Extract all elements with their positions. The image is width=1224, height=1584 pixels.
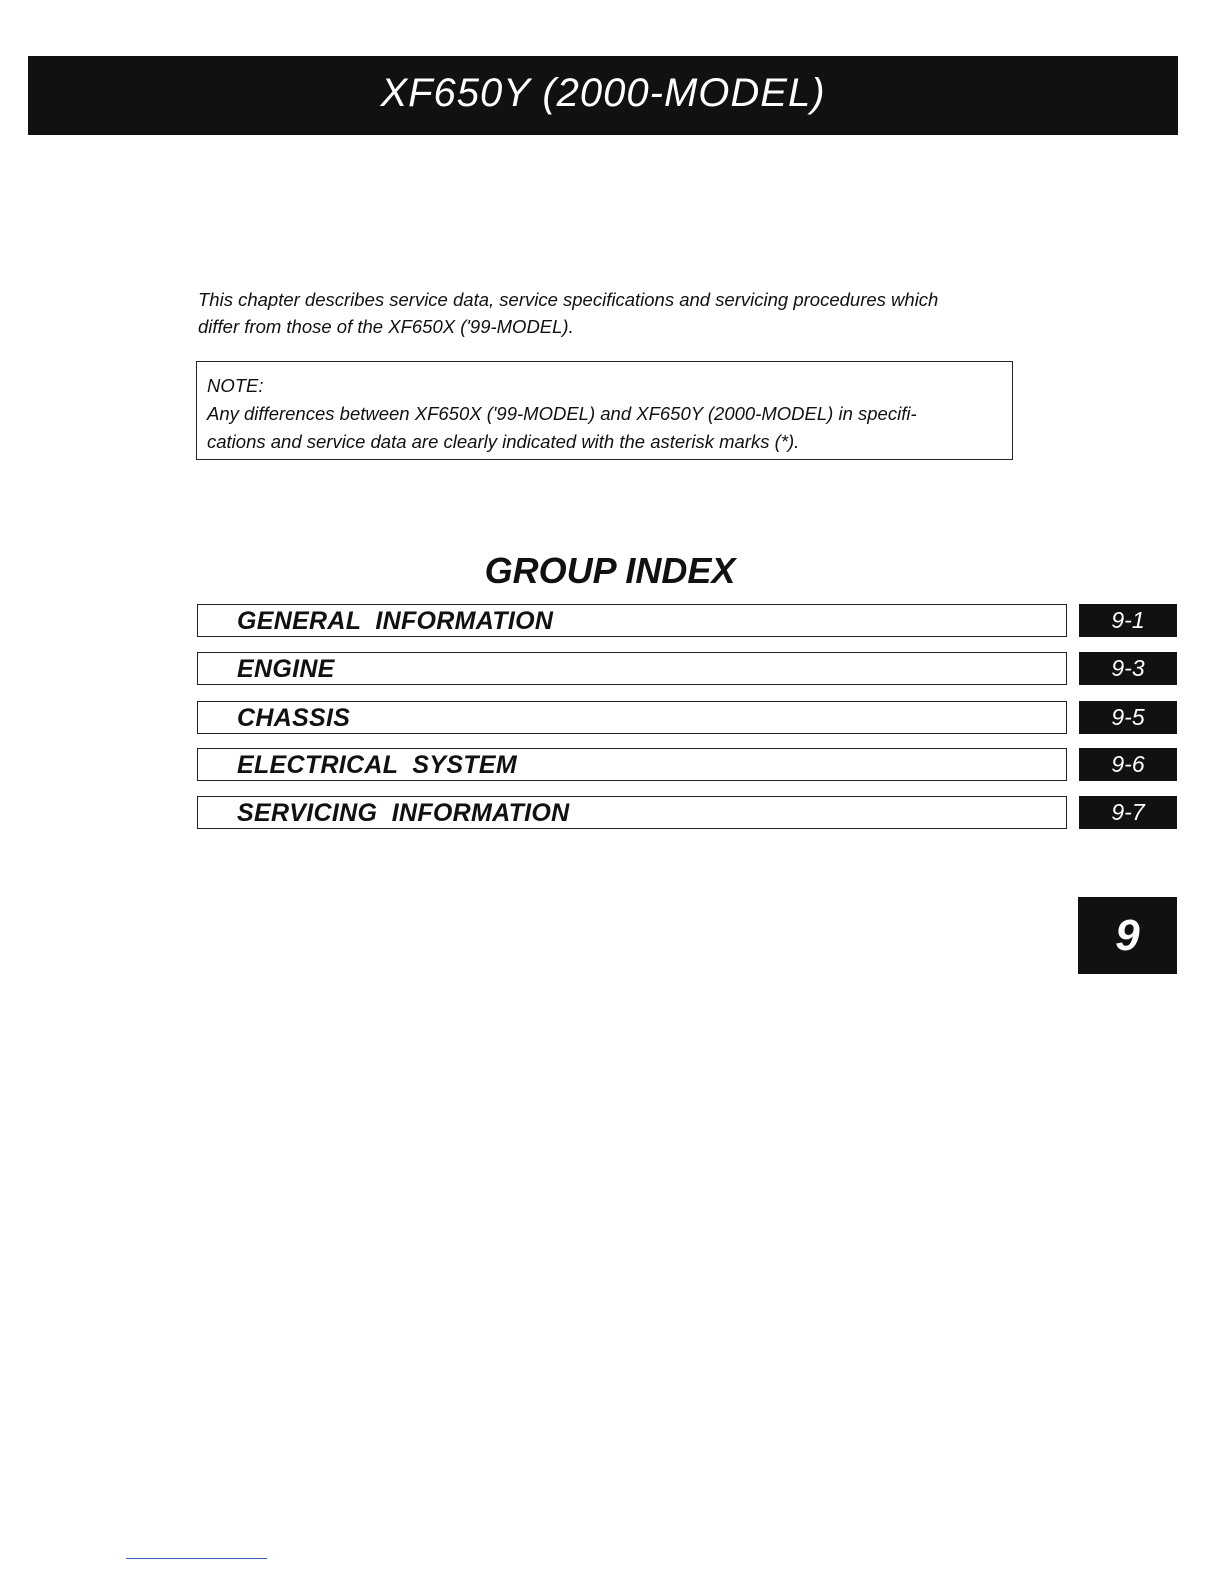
intro-paragraph bbox=[198, 286, 1038, 340]
index-page-tab[interactable]: 9-6 bbox=[1079, 748, 1177, 781]
index-row-general-information[interactable] bbox=[197, 604, 1177, 637]
index-page-tab[interactable]: 9-1 bbox=[1079, 604, 1177, 637]
footer-divider bbox=[126, 1558, 267, 1559]
index-row-chassis[interactable] bbox=[197, 701, 1177, 734]
index-page-tab[interactable]: 9-5 bbox=[1079, 701, 1177, 734]
note-line: cations and service data are clearly indicated with the asterisk marks (*). bbox=[207, 431, 800, 452]
index-row-electrical-system[interactable] bbox=[197, 748, 1177, 781]
index-label: GENERAL INFORMATION bbox=[237, 607, 554, 635]
intro-line: This chapter describes service data, service specifications and servicing procedures which bbox=[198, 289, 939, 310]
index-label: CHASSIS bbox=[237, 704, 351, 732]
chapter-title-bar bbox=[28, 56, 1178, 135]
index-row-engine[interactable] bbox=[197, 652, 1177, 685]
note-heading: NOTE: bbox=[207, 375, 264, 396]
intro-line: differ from those of the XF650X ('99-MODEL). bbox=[198, 316, 574, 337]
note-line: Any differences between XF650X ('99-MODEL) and XF650Y (2000-MODEL) in specifi- bbox=[207, 403, 917, 424]
index-label: SERVICING INFORMATION bbox=[237, 799, 570, 827]
index-label: ELECTRICAL SYSTEM bbox=[237, 751, 517, 779]
chapter-number-tab: 9 bbox=[1078, 897, 1177, 974]
chapter-title: XF650Y (2000-MODEL) bbox=[380, 71, 826, 115]
note-box bbox=[196, 361, 1013, 460]
index-page-tab[interactable]: 9-3 bbox=[1079, 652, 1177, 685]
index-label: ENGINE bbox=[237, 655, 335, 683]
index-row-servicing-information[interactable] bbox=[197, 796, 1177, 829]
group-index-title: GROUP INDEX bbox=[484, 550, 736, 591]
index-page-tab[interactable]: 9-7 bbox=[1079, 796, 1177, 829]
